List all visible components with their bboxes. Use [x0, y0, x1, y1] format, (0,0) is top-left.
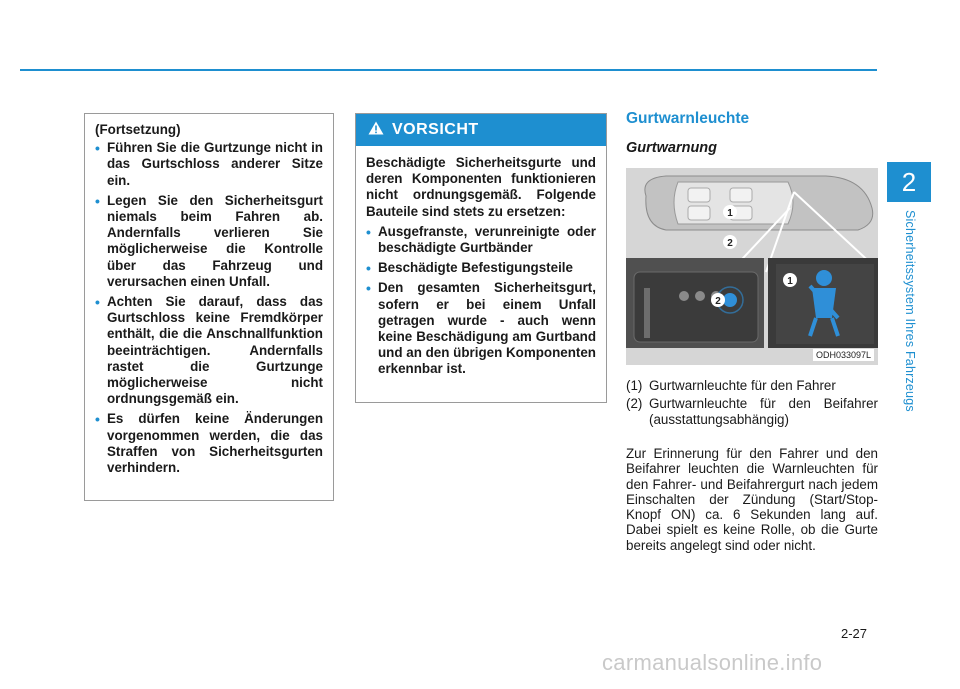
figure-legend [626, 378, 878, 428]
caution-header [356, 114, 606, 146]
bullet-item: • Legen Sie den Sicherheitsgurt niemals beim Fahren ab. Andernfalls verlieren Sie möglicherweise die Kontrolle über das Fahrzeug und verursachen einen Unfall. [95, 193, 323, 290]
right-column [626, 110, 878, 553]
legend-text: Gurtwarnleuchte für den Fahrer [649, 378, 836, 393]
caution-bullet-list [366, 224, 596, 378]
bullet-item: • Beschädigte Befestigungsteile [366, 260, 596, 276]
car-illustration [626, 168, 878, 365]
bullet-item: • Ausgefranste, verunreinigte oder beschädigte Gurtbänder [366, 224, 596, 256]
bullet-item: • Den gesamten Sicherheitsgurt, sofern er bei einem Unfall getragen wurde - auch wenn keine Beschädigung am Gurtband und an den übrigen Komponenten erkennbar ist. [366, 280, 596, 377]
continuation-bullet-list [95, 140, 323, 476]
page-number: 2-27 [841, 626, 868, 641]
legend-item [626, 378, 878, 394]
figure-callout-1-car: 1 [727, 208, 733, 219]
chapter-number-tab: 2 [887, 162, 931, 202]
figure-callout-2-panel: 2 [715, 296, 721, 307]
figure-callout-1-lamp: 1 [787, 276, 793, 287]
caution-box [355, 113, 607, 403]
watermark: carmanualsonline.info [602, 650, 823, 675]
figure-callout-2-car: 2 [727, 238, 733, 249]
legend-number: (2) [626, 396, 643, 411]
bullet-item: • Es dürfen keine Änderungen vorgenommen werden, die das Straffen von Sicherheitsgurten verhindern. [95, 411, 323, 476]
chapter-title-vertical [888, 210, 932, 430]
caution-title: VORSICHT [392, 121, 479, 138]
warning-triangle-icon [368, 121, 384, 140]
subsection-title: Gurtwarnung [626, 140, 718, 156]
bullet-item: • Führen Sie die Gurtzunge nicht in das Gurtschloss anderer Sitze ein. [95, 140, 323, 189]
caution-intro: Beschädigte Sicherheitsgurte und deren Komponenten funktionieren nicht ordnungsgemäß. Folgende Bauteile sind stets zu ersetzen: [366, 155, 596, 219]
figure-code: ODH033097L [813, 349, 874, 361]
legend-text: Gurtwarnleuchte für den Beifahrer (ausstattungsabhängig) [649, 396, 878, 427]
seatbelt-warning-figure [626, 168, 878, 365]
legend-item [626, 396, 878, 428]
legend-number: (1) [626, 378, 643, 393]
section-title: Gurtwarnleuchte [626, 110, 750, 127]
chapter-title-text: Sicherheitssystem Ihres Fahrzeugs [903, 210, 917, 412]
continuation-box [84, 113, 334, 501]
header-rule [20, 69, 877, 71]
bullet-item: • Achten Sie darauf, dass das Gurtschloss keine Fremdkörper enthält, die die Anschnallfunktion beeinträchtigen. Andernfalls rastet die Gurtzunge möglicherweise nicht ordnungsgemäß ein. [95, 294, 323, 407]
body-paragraph: Zur Erinnerung für den Fahrer und den Beifahrer leuchten die Warnleuchten für den Fahrer- und Beifahrergurt nach jedem Einschalten der Zündung (Start/Stop-Knopf ON) ca. 6 Sekunden lang auf. Dabei spielt es keine Rolle, ob die Gurte bereits angelegt sind oder nicht. [626, 446, 878, 553]
continuation-label: (Fortsetzung) [95, 122, 181, 137]
